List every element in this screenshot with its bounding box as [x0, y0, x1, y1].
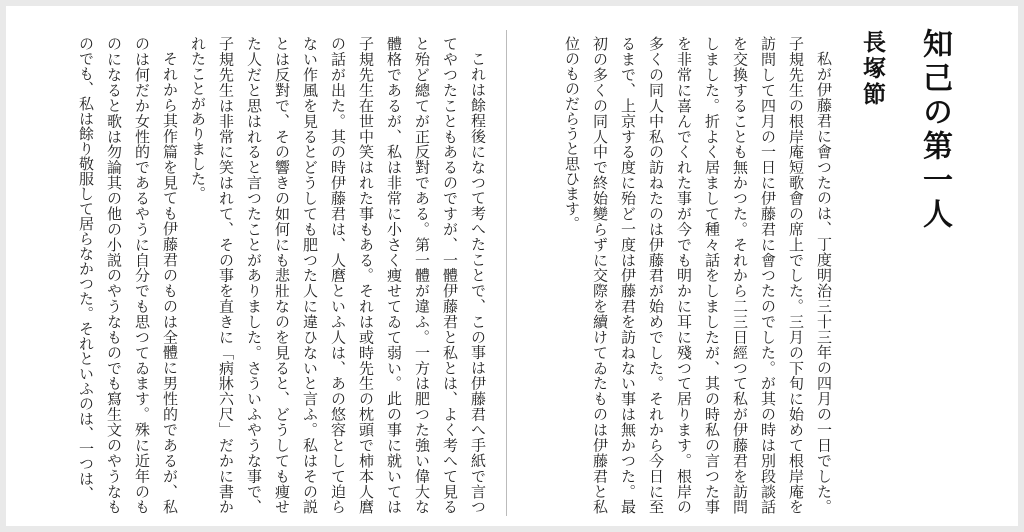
text-column-second — [18, 36, 492, 514]
paragraph: 私が伊藤君に會つたのは、丁度明治三十三年の四月の一日でした。子規先生の根岸庵短歌會の席上でした。三月の下旬に始めて根岸庵を訪問して四月の一日に伊藤君に會つたのでした。が其の時は別段談話を交換することも無かつた。それから二三日經つて私が伊藤君を訪問しました。折よく居まして種々話をしましたが、其の時私の言つた事を非常に喜んでくれた事が今でも明かに耳に殘つて居ります。根岸の多くの同人中私の訪ねたのは伊藤君が始めでした。それから今日に至るまで、上京する度に殆ど一度は伊藤君を訪ねない事は無かつた。最初の多くの同人中で終始變らずに交際を續けてゐたものは伊藤君と私位のものだらうと思ひます。 — [563, 36, 833, 514]
paragraph: それから其作篇を見ても伊藤君のものは全體に男性的であるが、私のは何だか女性的であるやうに自分でも思つてゐます。殊に近年のものになると歌は勿論其の他の小説のやうなものでも寫生文のやうなものでも、私は餘り敬服して居らなかつた。それといふのは、一つは、 — [77, 36, 179, 514]
author-name: 長塚節 — [859, 30, 885, 108]
document-page — [6, 6, 1018, 526]
column-divider — [506, 30, 507, 516]
text-column-first — [528, 36, 838, 514]
document-title: 知己の第一人 — [917, 28, 952, 232]
paragraph: これは餘程後になつて考へたことで、この事は伊藤君へ手紙で言つてやつたこともあるのですが、一體伊藤君と私とは、よく考へて見ると殆ど總てが正反對である。第一體が違ふ。一方は肥つた強い偉大な體格であるが、私は非常に小さく痩せてゐて弱い。此の事に就いては子規先生在世中笑はれた事もある。それは或時先生の枕頭で柿本人麿の話が出た。其の時伊藤君は、人麿といふ人は、あの悠容として迫らない作風を見るとどうしても肥つた人に違ひないと言ふ。私はその説とは反對で、その響きの如何にも悲壯なのを見ると、どうしても痩せた人だと思はれると言つたことがありました。さういふやうな事で、子規先生は非常に笑はれて、その事を直きに「病牀六尺」だかに書かれたことがありました。 — [189, 36, 487, 514]
